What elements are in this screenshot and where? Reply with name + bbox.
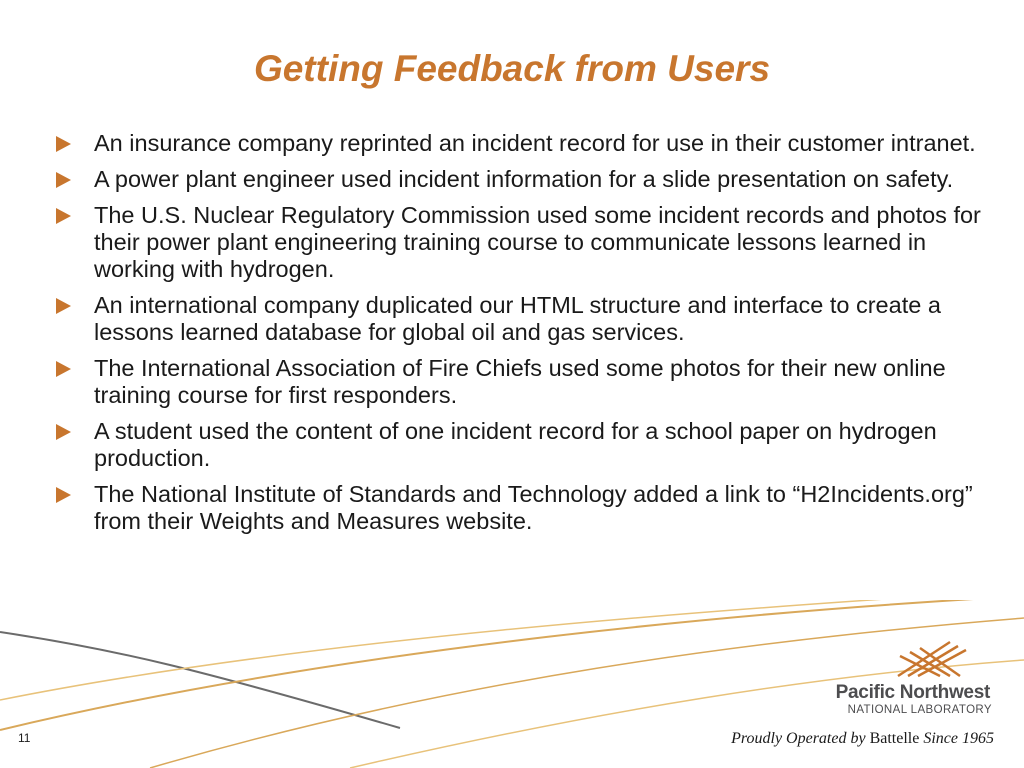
slide-title: Getting Feedback from Users [253, 48, 771, 89]
tagline-brand: Battelle [869, 730, 920, 747]
bullet-item [56, 202, 986, 283]
bullet-item [56, 418, 986, 472]
bullet-text: An international company duplicated our HTML structure and interface to create a lessons learned database for global oil and gas services. [94, 292, 941, 345]
triangle-right-icon [56, 298, 71, 314]
triangle-right-icon [56, 208, 71, 224]
tagline-part2: Since 1965 [919, 730, 994, 747]
bullet-text: A power plant engineer used incident information for a slide presentation on safety. [94, 166, 954, 192]
bullet-text: The U.S. Nuclear Regulatory Commission used some incident records and photos for their power plant engineering training course to communicate lessons learned in working with hydrogen. [94, 202, 981, 282]
bullet-item [56, 355, 986, 409]
page-number: 11 [18, 731, 31, 745]
triangle-right-icon [56, 361, 71, 377]
bullet-text: A student used the content of one incident record for a school paper on hydrogen production. [94, 418, 937, 471]
triangle-right-icon [56, 172, 71, 188]
triangle-right-icon [56, 136, 71, 152]
tagline-part1: Proudly Operated by [731, 730, 870, 747]
logo-name: Pacific Northwest [835, 682, 990, 703]
bullet-list [56, 130, 986, 544]
tagline [700, 730, 994, 748]
bullet-item [56, 130, 986, 157]
triangle-right-icon [56, 487, 71, 503]
bullet-text: An insurance company reprinted an incident record for use in their customer intranet. [94, 130, 976, 156]
bullet-item [56, 292, 986, 346]
triangle-right-icon [56, 424, 71, 440]
logo-subname: NATIONAL LABORATORY [847, 704, 992, 716]
bullet-text: The International Association of Fire Chiefs used some photos for their new online training course for first responders. [94, 355, 946, 408]
bullet-text: The National Institute of Standards and Technology added a link to “H2Incidents.org” from their Weights and Measures website. [94, 481, 973, 534]
bullet-item [56, 481, 986, 535]
bullet-item [56, 166, 986, 193]
